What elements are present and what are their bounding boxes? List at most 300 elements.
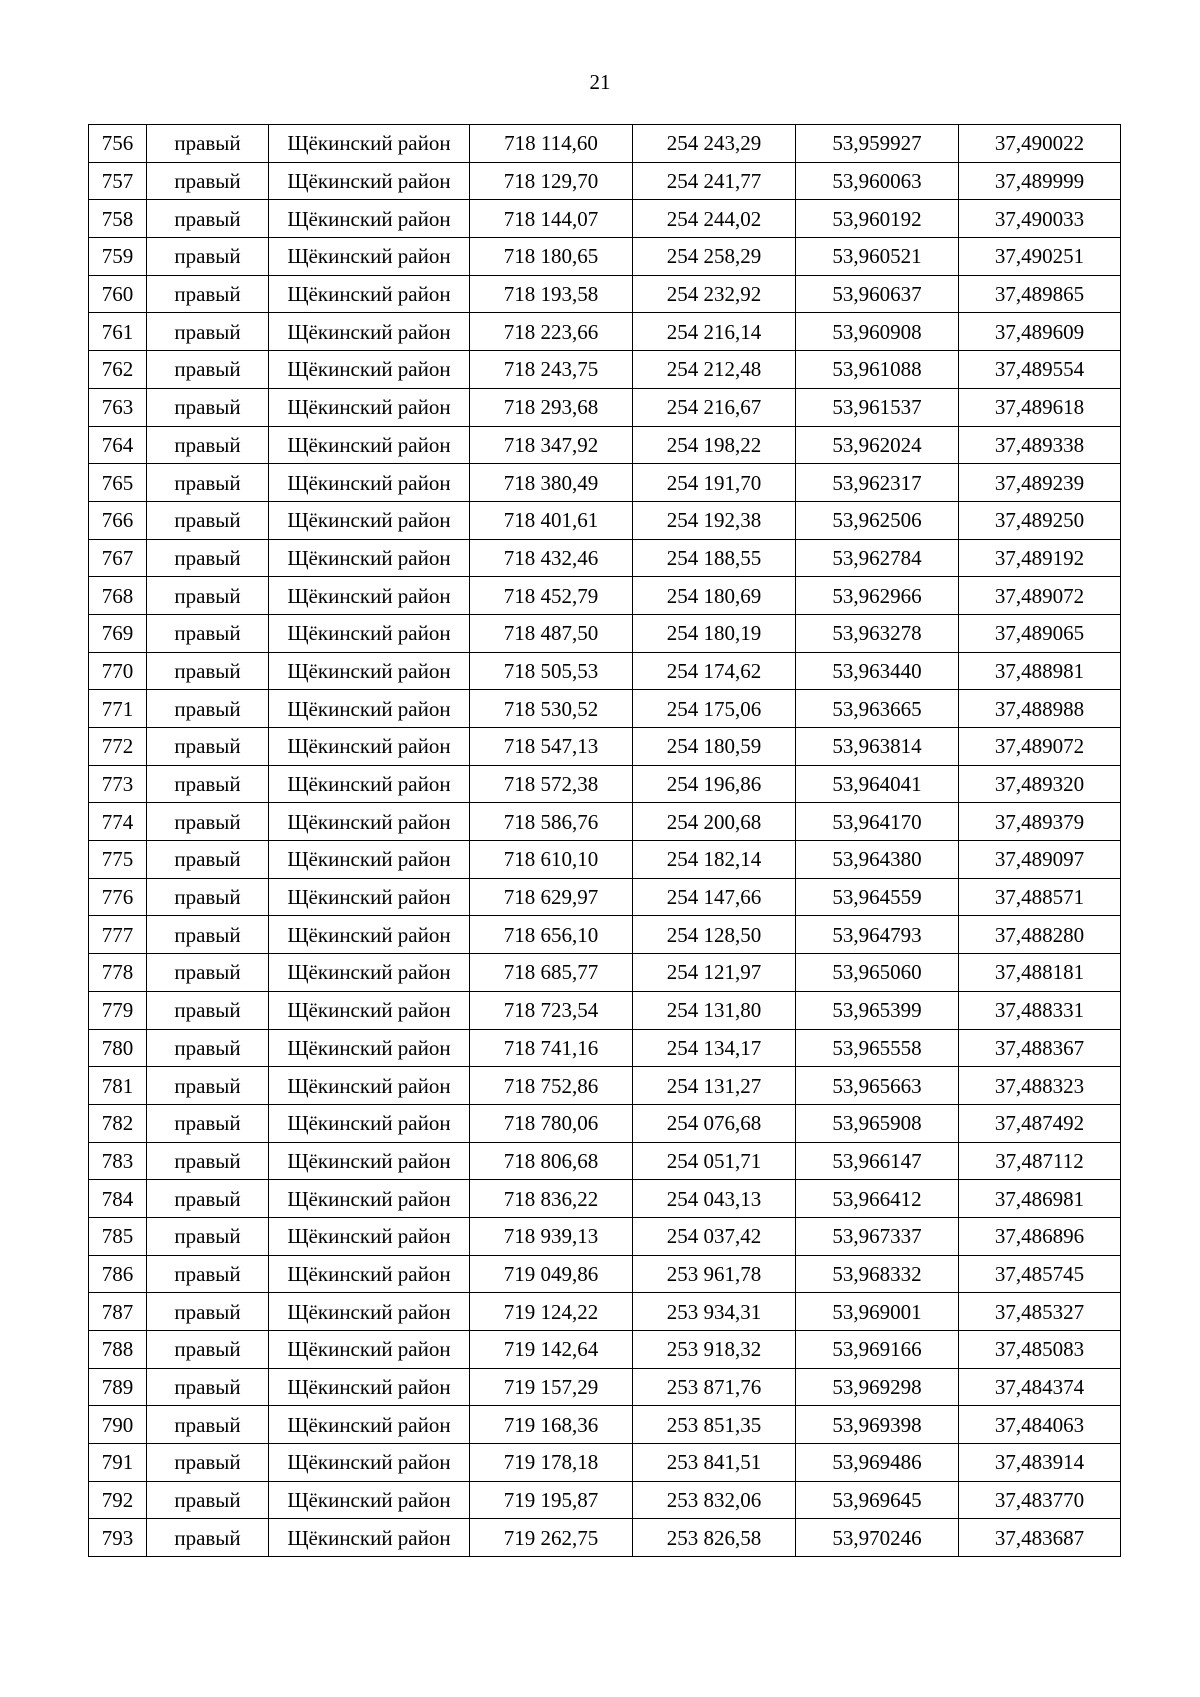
bank-side-cell: правый [147,200,269,238]
y-coordinate-cell: 254 212,48 [633,351,796,389]
table-row [89,1217,1121,1255]
district-cell: Щёкинский район [269,803,470,841]
district-cell: Щёкинский район [269,200,470,238]
longitude-cell: 37,488323 [959,1067,1121,1105]
latitude-cell: 53,962317 [796,464,959,502]
x-coordinate-cell: 718 432,46 [470,539,633,577]
y-coordinate-cell: 253 841,51 [633,1444,796,1482]
longitude-cell: 37,485327 [959,1293,1121,1331]
point-number-cell: 784 [89,1180,147,1218]
x-coordinate-cell: 718 723,54 [470,991,633,1029]
x-coordinate-cell: 718 487,50 [470,614,633,652]
district-cell: Щёкинский район [269,1406,470,1444]
table-row [89,803,1121,841]
longitude-cell: 37,490022 [959,125,1121,163]
bank-side-cell: правый [147,1481,269,1519]
longitude-cell: 37,490251 [959,238,1121,276]
bank-side-cell: правый [147,351,269,389]
longitude-cell: 37,489320 [959,765,1121,803]
table-row [89,1519,1121,1557]
longitude-cell: 37,485745 [959,1255,1121,1293]
x-coordinate-cell: 718 293,68 [470,388,633,426]
point-number-cell: 785 [89,1217,147,1255]
x-coordinate-cell: 718 452,79 [470,577,633,615]
latitude-cell: 53,965908 [796,1104,959,1142]
y-coordinate-cell: 254 051,71 [633,1142,796,1180]
point-number-cell: 793 [89,1519,147,1557]
latitude-cell: 53,966147 [796,1142,959,1180]
latitude-cell: 53,964380 [796,841,959,879]
table-row [89,1406,1121,1444]
x-coordinate-cell: 718 223,66 [470,313,633,351]
latitude-cell: 53,960637 [796,275,959,313]
y-coordinate-cell: 254 258,29 [633,238,796,276]
district-cell: Щёкинский район [269,841,470,879]
point-number-cell: 764 [89,426,147,464]
table-row [89,1481,1121,1519]
district-cell: Щёкинский район [269,539,470,577]
table-row [89,577,1121,615]
latitude-cell: 53,964793 [796,916,959,954]
y-coordinate-cell: 254 121,97 [633,954,796,992]
table-row [89,125,1121,163]
point-number-cell: 770 [89,652,147,690]
x-coordinate-cell: 718 741,16 [470,1029,633,1067]
table-row [89,426,1121,464]
latitude-cell: 53,965558 [796,1029,959,1067]
latitude-cell: 53,965399 [796,991,959,1029]
bank-side-cell: правый [147,878,269,916]
bank-side-cell: правый [147,125,269,163]
x-coordinate-cell: 718 806,68 [470,1142,633,1180]
district-cell: Щёкинский район [269,916,470,954]
latitude-cell: 53,963440 [796,652,959,690]
x-coordinate-cell: 718 547,13 [470,728,633,766]
district-cell: Щёкинский район [269,1217,470,1255]
table-row [89,351,1121,389]
bank-side-cell: правый [147,690,269,728]
latitude-cell: 53,969166 [796,1331,959,1369]
latitude-cell: 53,966412 [796,1180,959,1218]
x-coordinate-cell: 719 178,18 [470,1444,633,1482]
y-coordinate-cell: 254 191,70 [633,464,796,502]
table-row [89,728,1121,766]
table-row [89,1067,1121,1105]
point-number-cell: 781 [89,1067,147,1105]
district-cell: Щёкинский район [269,1444,470,1482]
longitude-cell: 37,489379 [959,803,1121,841]
longitude-cell: 37,488331 [959,991,1121,1029]
longitude-cell: 37,489999 [959,162,1121,200]
district-cell: Щёкинский район [269,652,470,690]
y-coordinate-cell: 254 192,38 [633,501,796,539]
district-cell: Щёкинский район [269,1067,470,1105]
bank-side-cell: правый [147,1406,269,1444]
district-cell: Щёкинский район [269,1519,470,1557]
point-number-cell: 774 [89,803,147,841]
point-number-cell: 757 [89,162,147,200]
y-coordinate-cell: 254 134,17 [633,1029,796,1067]
x-coordinate-cell: 718 586,76 [470,803,633,841]
y-coordinate-cell: 254 180,19 [633,614,796,652]
point-number-cell: 758 [89,200,147,238]
point-number-cell: 763 [89,388,147,426]
district-cell: Щёкинский район [269,954,470,992]
y-coordinate-cell: 254 200,68 [633,803,796,841]
x-coordinate-cell: 718 939,13 [470,1217,633,1255]
table-row [89,1331,1121,1369]
table-row [89,1368,1121,1406]
table-row [89,1293,1121,1331]
point-number-cell: 765 [89,464,147,502]
page-number: 21 [589,70,611,94]
point-number-cell: 783 [89,1142,147,1180]
point-number-cell: 766 [89,501,147,539]
table-row [89,841,1121,879]
district-cell: Щёкинский район [269,388,470,426]
point-number-cell: 761 [89,313,147,351]
bank-side-cell: правый [147,1368,269,1406]
bank-side-cell: правый [147,1142,269,1180]
x-coordinate-cell: 718 114,60 [470,125,633,163]
longitude-cell: 37,483914 [959,1444,1121,1482]
latitude-cell: 53,962966 [796,577,959,615]
y-coordinate-cell: 254 216,14 [633,313,796,351]
x-coordinate-cell: 718 656,10 [470,916,633,954]
latitude-cell: 53,967337 [796,1217,959,1255]
y-coordinate-cell: 253 934,31 [633,1293,796,1331]
table-row [89,614,1121,652]
bank-side-cell: правый [147,1104,269,1142]
y-coordinate-cell: 254 174,62 [633,652,796,690]
point-number-cell: 787 [89,1293,147,1331]
x-coordinate-cell: 718 836,22 [470,1180,633,1218]
y-coordinate-cell: 253 826,58 [633,1519,796,1557]
y-coordinate-cell: 254 244,02 [633,200,796,238]
table-row [89,501,1121,539]
table-row [89,313,1121,351]
table-row [89,238,1121,276]
point-number-cell: 776 [89,878,147,916]
longitude-cell: 37,489097 [959,841,1121,879]
y-coordinate-cell: 254 232,92 [633,275,796,313]
district-cell: Щёкинский район [269,162,470,200]
x-coordinate-cell: 718 180,65 [470,238,633,276]
table-row [89,1255,1121,1293]
table-body [89,125,1121,1557]
y-coordinate-cell: 254 043,13 [633,1180,796,1218]
y-coordinate-cell: 254 076,68 [633,1104,796,1142]
y-coordinate-cell: 254 241,77 [633,162,796,200]
latitude-cell: 53,965060 [796,954,959,992]
longitude-cell: 37,489072 [959,577,1121,615]
longitude-cell: 37,483687 [959,1519,1121,1557]
table-row [89,162,1121,200]
y-coordinate-cell: 254 037,42 [633,1217,796,1255]
x-coordinate-cell: 718 129,70 [470,162,633,200]
district-cell: Щёкинский район [269,577,470,615]
longitude-cell: 37,488367 [959,1029,1121,1067]
bank-side-cell: правый [147,1180,269,1218]
longitude-cell: 37,484374 [959,1368,1121,1406]
y-coordinate-cell: 253 832,06 [633,1481,796,1519]
longitude-cell: 37,486981 [959,1180,1121,1218]
point-number-cell: 767 [89,539,147,577]
point-number-cell: 771 [89,690,147,728]
latitude-cell: 53,962784 [796,539,959,577]
x-coordinate-cell: 719 124,22 [470,1293,633,1331]
table-row [89,200,1121,238]
bank-side-cell: правый [147,1331,269,1369]
point-number-cell: 760 [89,275,147,313]
latitude-cell: 53,964041 [796,765,959,803]
longitude-cell: 37,489338 [959,426,1121,464]
x-coordinate-cell: 718 752,86 [470,1067,633,1105]
table-row [89,388,1121,426]
longitude-cell: 37,489239 [959,464,1121,502]
longitude-cell: 37,489065 [959,614,1121,652]
longitude-cell: 37,489250 [959,501,1121,539]
district-cell: Щёкинский район [269,464,470,502]
latitude-cell: 53,964170 [796,803,959,841]
longitude-cell: 37,486896 [959,1217,1121,1255]
table-row [89,652,1121,690]
x-coordinate-cell: 718 401,61 [470,501,633,539]
point-number-cell: 762 [89,351,147,389]
table-row [89,954,1121,992]
district-cell: Щёкинский район [269,1029,470,1067]
x-coordinate-cell: 718 193,58 [470,275,633,313]
point-number-cell: 780 [89,1029,147,1067]
latitude-cell: 53,964559 [796,878,959,916]
bank-side-cell: правый [147,954,269,992]
latitude-cell: 53,962506 [796,501,959,539]
district-cell: Щёкинский район [269,878,470,916]
point-number-cell: 788 [89,1331,147,1369]
bank-side-cell: правый [147,1255,269,1293]
latitude-cell: 53,969645 [796,1481,959,1519]
y-coordinate-cell: 253 871,76 [633,1368,796,1406]
bank-side-cell: правый [147,275,269,313]
district-cell: Щёкинский район [269,125,470,163]
longitude-cell: 37,489554 [959,351,1121,389]
table-row [89,690,1121,728]
district-cell: Щёкинский район [269,1481,470,1519]
bank-side-cell: правый [147,803,269,841]
longitude-cell: 37,483770 [959,1481,1121,1519]
longitude-cell: 37,488571 [959,878,1121,916]
y-coordinate-cell: 253 961,78 [633,1255,796,1293]
bank-side-cell: правый [147,1293,269,1331]
x-coordinate-cell: 719 262,75 [470,1519,633,1557]
bank-side-cell: правый [147,577,269,615]
latitude-cell: 53,960063 [796,162,959,200]
x-coordinate-cell: 718 780,06 [470,1104,633,1142]
table-row [89,1142,1121,1180]
x-coordinate-cell: 718 144,07 [470,200,633,238]
latitude-cell: 53,970246 [796,1519,959,1557]
y-coordinate-cell: 254 131,27 [633,1067,796,1105]
table-row [89,991,1121,1029]
longitude-cell: 37,489865 [959,275,1121,313]
longitude-cell: 37,489072 [959,728,1121,766]
point-number-cell: 778 [89,954,147,992]
point-number-cell: 768 [89,577,147,615]
bank-side-cell: правый [147,841,269,879]
latitude-cell: 53,961537 [796,388,959,426]
bank-side-cell: правый [147,1029,269,1067]
bank-side-cell: правый [147,652,269,690]
latitude-cell: 53,969398 [796,1406,959,1444]
point-number-cell: 773 [89,765,147,803]
longitude-cell: 37,490033 [959,200,1121,238]
latitude-cell: 53,969001 [796,1293,959,1331]
x-coordinate-cell: 719 195,87 [470,1481,633,1519]
bank-side-cell: правый [147,313,269,351]
y-coordinate-cell: 254 180,69 [633,577,796,615]
district-cell: Щёкинский район [269,728,470,766]
x-coordinate-cell: 718 530,52 [470,690,633,728]
longitude-cell: 37,488988 [959,690,1121,728]
y-coordinate-cell: 254 196,86 [633,765,796,803]
y-coordinate-cell: 254 175,06 [633,690,796,728]
point-number-cell: 779 [89,991,147,1029]
latitude-cell: 53,959927 [796,125,959,163]
table-row [89,1180,1121,1218]
latitude-cell: 53,963665 [796,690,959,728]
district-cell: Щёкинский район [269,1180,470,1218]
district-cell: Щёкинский район [269,991,470,1029]
district-cell: Щёкинский район [269,275,470,313]
x-coordinate-cell: 718 505,53 [470,652,633,690]
district-cell: Щёкинский район [269,313,470,351]
district-cell: Щёкинский район [269,1368,470,1406]
bank-side-cell: правый [147,765,269,803]
longitude-cell: 37,487112 [959,1142,1121,1180]
point-number-cell: 772 [89,728,147,766]
bank-side-cell: правый [147,728,269,766]
y-coordinate-cell: 254 128,50 [633,916,796,954]
bank-side-cell: правый [147,1067,269,1105]
x-coordinate-cell: 718 572,38 [470,765,633,803]
latitude-cell: 53,960521 [796,238,959,276]
x-coordinate-cell: 718 629,97 [470,878,633,916]
point-number-cell: 775 [89,841,147,879]
point-number-cell: 777 [89,916,147,954]
longitude-cell: 37,489192 [959,539,1121,577]
y-coordinate-cell: 254 198,22 [633,426,796,464]
bank-side-cell: правый [147,614,269,652]
district-cell: Щёкинский район [269,1104,470,1142]
x-coordinate-cell: 718 610,10 [470,841,633,879]
district-cell: Щёкинский район [269,614,470,652]
point-number-cell: 786 [89,1255,147,1293]
point-number-cell: 759 [89,238,147,276]
latitude-cell: 53,969298 [796,1368,959,1406]
district-cell: Щёкинский район [269,501,470,539]
latitude-cell: 53,968332 [796,1255,959,1293]
point-number-cell: 769 [89,614,147,652]
y-coordinate-cell: 254 243,29 [633,125,796,163]
district-cell: Щёкинский район [269,238,470,276]
latitude-cell: 53,963814 [796,728,959,766]
latitude-cell: 53,969486 [796,1444,959,1482]
y-coordinate-cell: 254 182,14 [633,841,796,879]
x-coordinate-cell: 719 168,36 [470,1406,633,1444]
point-number-cell: 791 [89,1444,147,1482]
table-row [89,539,1121,577]
latitude-cell: 53,961088 [796,351,959,389]
district-cell: Щёкинский район [269,1293,470,1331]
latitude-cell: 53,963278 [796,614,959,652]
table-row [89,878,1121,916]
bank-side-cell: правый [147,539,269,577]
district-cell: Щёкинский район [269,351,470,389]
y-coordinate-cell: 254 216,67 [633,388,796,426]
longitude-cell: 37,488981 [959,652,1121,690]
point-number-cell: 756 [89,125,147,163]
bank-side-cell: правый [147,1519,269,1557]
longitude-cell: 37,489618 [959,388,1121,426]
longitude-cell: 37,488181 [959,954,1121,992]
table-row [89,1444,1121,1482]
longitude-cell: 37,484063 [959,1406,1121,1444]
point-number-cell: 792 [89,1481,147,1519]
bank-side-cell: правый [147,501,269,539]
bank-side-cell: правый [147,464,269,502]
table-row [89,464,1121,502]
x-coordinate-cell: 718 685,77 [470,954,633,992]
table-row [89,765,1121,803]
y-coordinate-cell: 253 851,35 [633,1406,796,1444]
coordinates-table [88,124,1121,1557]
y-coordinate-cell: 254 188,55 [633,539,796,577]
district-cell: Щёкинский район [269,690,470,728]
y-coordinate-cell: 254 180,59 [633,728,796,766]
latitude-cell: 53,965663 [796,1067,959,1105]
x-coordinate-cell: 718 243,75 [470,351,633,389]
table-row [89,1104,1121,1142]
longitude-cell: 37,489609 [959,313,1121,351]
bank-side-cell: правый [147,1444,269,1482]
district-cell: Щёкинский район [269,1331,470,1369]
point-number-cell: 782 [89,1104,147,1142]
bank-side-cell: правый [147,991,269,1029]
x-coordinate-cell: 718 380,49 [470,464,633,502]
table-row [89,916,1121,954]
x-coordinate-cell: 719 142,64 [470,1331,633,1369]
latitude-cell: 53,960192 [796,200,959,238]
x-coordinate-cell: 719 157,29 [470,1368,633,1406]
district-cell: Щёкинский район [269,765,470,803]
table-row [89,275,1121,313]
bank-side-cell: правый [147,1217,269,1255]
point-number-cell: 789 [89,1368,147,1406]
x-coordinate-cell: 718 347,92 [470,426,633,464]
y-coordinate-cell: 254 131,80 [633,991,796,1029]
latitude-cell: 53,962024 [796,426,959,464]
bank-side-cell: правый [147,388,269,426]
bank-side-cell: правый [147,426,269,464]
longitude-cell: 37,488280 [959,916,1121,954]
bank-side-cell: правый [147,162,269,200]
x-coordinate-cell: 719 049,86 [470,1255,633,1293]
y-coordinate-cell: 253 918,32 [633,1331,796,1369]
point-number-cell: 790 [89,1406,147,1444]
longitude-cell: 37,485083 [959,1331,1121,1369]
latitude-cell: 53,960908 [796,313,959,351]
bank-side-cell: правый [147,916,269,954]
